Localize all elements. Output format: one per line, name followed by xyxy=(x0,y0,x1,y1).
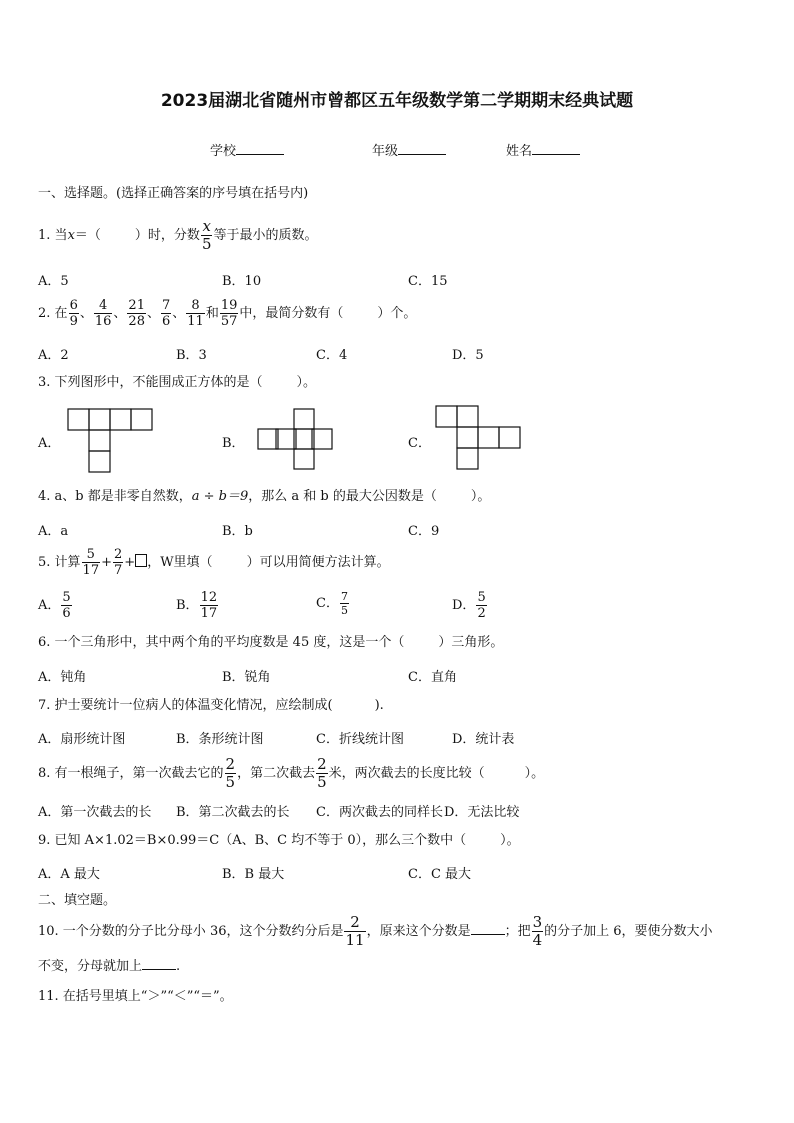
q6-text-end: ）三角形。 xyxy=(438,635,504,650)
q10-text-mid: ，原来这个分数是 xyxy=(366,924,471,939)
q5-text-end: ）可以用简便方法计算。 xyxy=(246,555,390,570)
name-field xyxy=(506,140,580,159)
q10-text-line2: 不变，分母就加上 xyxy=(38,959,143,974)
q10-text-semi: ；把 xyxy=(504,924,531,939)
q2-fraction-1: $\frac{6}{9}$ xyxy=(69,298,78,329)
q8-text-mid: ，第二次截去 xyxy=(237,766,316,781)
q5-option-c[interactable]: C． $\frac{7}{5}$ xyxy=(316,590,348,617)
q1-option-c[interactable]: C．15 xyxy=(408,274,448,289)
q3-net-c-figure xyxy=(434,404,524,476)
q8-fraction-1: $\frac{2}{5}$ xyxy=(225,755,236,791)
q8-option-c[interactable]: C．两次截去的同样长 xyxy=(316,805,443,820)
q3-net-b-figure xyxy=(256,407,346,477)
q3-text-end: ）。 xyxy=(296,375,317,390)
q4-option-c[interactable]: C．9 xyxy=(408,524,440,539)
q4-option-b[interactable]: B．b xyxy=(222,524,253,539)
q2-option-b[interactable]: B．3 xyxy=(176,348,207,363)
q7-option-c[interactable]: C．折线统计图 xyxy=(316,732,404,747)
q1-number: 1. xyxy=(38,228,51,243)
q5-text-pre: 5. 计算 xyxy=(38,555,81,570)
q4-text-end: ）。 xyxy=(470,489,491,504)
q8-text-post: 米，两次截去的长度比较（ xyxy=(328,766,485,781)
q2-text-pre: 在 xyxy=(54,306,68,321)
q8-text-pre: 8. 有一根绳子，第一次截去它的 xyxy=(38,766,224,781)
q1-var: x xyxy=(67,228,75,243)
question-1 xyxy=(38,218,318,253)
q2-option-c[interactable]: C．4 xyxy=(316,348,348,363)
q10-text-end: . xyxy=(176,959,181,974)
question-9 xyxy=(38,832,520,850)
q3-option-c[interactable]: C． xyxy=(408,436,431,451)
q6-option-a[interactable]: A．钝角 xyxy=(38,670,87,685)
page-title: 2023届湖北省随州市曾都区五年级数学第二学期期末经典试题 xyxy=(160,91,634,111)
question-5: 5. 计算 $\frac{5}{17}$ + $\frac{2}{7}$ + ，W里填（ ）可以用简便方法计算。 xyxy=(38,547,390,578)
q8-option-b[interactable]: B．第二次截去的长 xyxy=(176,805,290,820)
q5-option-b[interactable]: B． $\frac{12}{17}$ xyxy=(176,590,218,621)
q8-fraction-2: $\frac{2}{5}$ xyxy=(317,755,327,791)
question-11: 11. 在括号里填上“＞”“＜”“＝”。 xyxy=(38,989,233,1004)
q3-net-a-figure xyxy=(66,407,156,477)
school-blank[interactable] xyxy=(236,142,284,155)
q4-text-pre: 4. a、b 都是非零自然数， xyxy=(38,489,192,504)
q3-option-b[interactable]: B． xyxy=(222,436,245,451)
q6-option-b[interactable]: B．锐角 xyxy=(222,670,271,685)
q3-text: 3. 下列图形中，不能围成正方体的是（ xyxy=(38,375,263,390)
q5-option-d[interactable]: D． $\frac{5}{2}$ xyxy=(452,590,486,621)
q9-text: 9. 已知 A×1.02＝B×0.99＝C（A、B、C 均不等于 0），那么三个数中（ xyxy=(38,833,467,848)
name-label: 姓名 xyxy=(506,144,533,159)
q2-fraction-2: $\frac{4}{16}$ xyxy=(94,298,112,329)
q5-option-d-fraction: $\frac{5}{2}$ xyxy=(477,590,486,621)
question-8 xyxy=(38,756,544,791)
q1-fraction: $\frac{x}{5}$ xyxy=(201,217,212,253)
q7-option-a[interactable]: A．扇形统计图 xyxy=(38,732,126,747)
q4-option-a[interactable]: A．a xyxy=(38,524,69,539)
q5-option-b-fraction: $\frac{12}{17}$ xyxy=(200,590,218,621)
q10-fraction-1: $\frac{2}{11}$ xyxy=(345,913,365,949)
school-field xyxy=(210,140,284,159)
q5-option-c-fraction: $\frac{7}{5}$ xyxy=(340,590,348,617)
q9-text-end: ）。 xyxy=(500,833,520,848)
grade-blank[interactable] xyxy=(398,142,446,155)
school-label: 学校 xyxy=(210,144,237,159)
question-3 xyxy=(38,374,316,392)
q1-option-a[interactable]: A．5 xyxy=(38,274,69,289)
q1-text-post: 等于最小的质数。 xyxy=(213,228,318,243)
q9-option-c[interactable]: C．C 最大 xyxy=(408,867,472,882)
q8-option-a[interactable]: A．第一次截去的长 xyxy=(38,805,152,820)
q2-fraction-3: $\frac{21}{28}$ xyxy=(128,298,145,329)
q7-text-end: ). xyxy=(374,698,384,713)
q1-text-pre: 当 xyxy=(54,228,68,243)
q10-text-post: 的分子加上 6，要使分数大小 xyxy=(544,924,713,939)
grade-label: 年级 xyxy=(372,144,399,159)
q7-option-b[interactable]: B．条形统计图 xyxy=(176,732,264,747)
name-blank[interactable] xyxy=(532,142,580,155)
q2-fraction-5: $\frac{8}{11}$ xyxy=(187,298,204,329)
question-7 xyxy=(38,697,384,715)
question-10-line-2 xyxy=(38,957,180,976)
q2-number: 2. xyxy=(38,306,51,321)
q10-text-pre: 10. 一个分数的分子比分母小 36，这个分数约分后是 xyxy=(38,924,344,939)
q7-text: 7. 护士要统计一位病人的体温变化情况，应绘制成( xyxy=(38,698,333,713)
q6-option-c[interactable]: C．直角 xyxy=(408,670,457,685)
section-2-heading: 二、填空题。 xyxy=(38,893,117,908)
q8-text-end: ）。 xyxy=(524,766,545,781)
q9-option-a[interactable]: A．A 最大 xyxy=(38,867,100,882)
q5-text-post: ，W里填（ xyxy=(147,555,213,570)
grade-field xyxy=(372,140,446,159)
q10-blank-1[interactable] xyxy=(471,922,505,935)
q4-text-post: ，那么 a 和 b 的最大公因数是（ xyxy=(248,489,437,504)
q1-option-b[interactable]: B．10 xyxy=(222,274,262,289)
question-10 xyxy=(38,914,713,949)
q2-fraction-6: $\frac{19}{57}$ xyxy=(220,298,238,329)
q5-option-a[interactable]: A． $\frac{5}{6}$ xyxy=(38,590,71,621)
q4-expression: a ÷ b＝9 xyxy=(191,489,249,504)
q2-fraction-4: $\frac{7}{6}$ xyxy=(161,298,171,329)
q5-option-a-fraction: $\frac{5}{6}$ xyxy=(62,590,71,621)
q10-blank-2[interactable] xyxy=(142,957,176,970)
q1-text-mid: ）时，分数 xyxy=(134,228,200,243)
q2-text-end: ）个。 xyxy=(377,306,417,321)
q3-option-a[interactable]: A． xyxy=(38,436,61,451)
question-6 xyxy=(38,634,503,652)
question-2: 2. 在 $\frac{6}{9}$ 、 $\frac{4}{16}$ 、 $\frac{21}{28}$ 、 $\frac{7}{6}$ 、 $\frac{8}{11}$ 和 $\frac{19}{57}$ 中，最简分数有（ ）个。 xyxy=(38,298,417,329)
q6-text: 6. 一个三角形中，其中两个角的平均度数是 45 度，这是一个（ xyxy=(38,635,405,650)
q5-blank-square[interactable] xyxy=(135,554,147,567)
q5-fraction-2: $\frac{2}{7}$ xyxy=(114,547,123,578)
q1-eq: ＝（ xyxy=(74,228,101,243)
q5-fraction-1: $\frac{5}{17}$ xyxy=(82,547,100,578)
q2-text-post: 中，最简分数有（ xyxy=(239,306,344,321)
q8-option-d[interactable]: D．无法比较 xyxy=(444,805,520,820)
q2-option-d[interactable]: D．5 xyxy=(452,348,484,363)
q7-option-d[interactable]: D．统计表 xyxy=(452,732,515,747)
question-4 xyxy=(38,488,490,506)
q2-option-a[interactable]: A．2 xyxy=(38,348,69,363)
q9-option-b[interactable]: B．B 最大 xyxy=(222,867,285,882)
section-1-heading: 一、选择题。(选择正确答案的序号填在括号内) xyxy=(38,186,309,201)
q10-fraction-2: $\frac{3}{4}$ xyxy=(532,913,543,949)
